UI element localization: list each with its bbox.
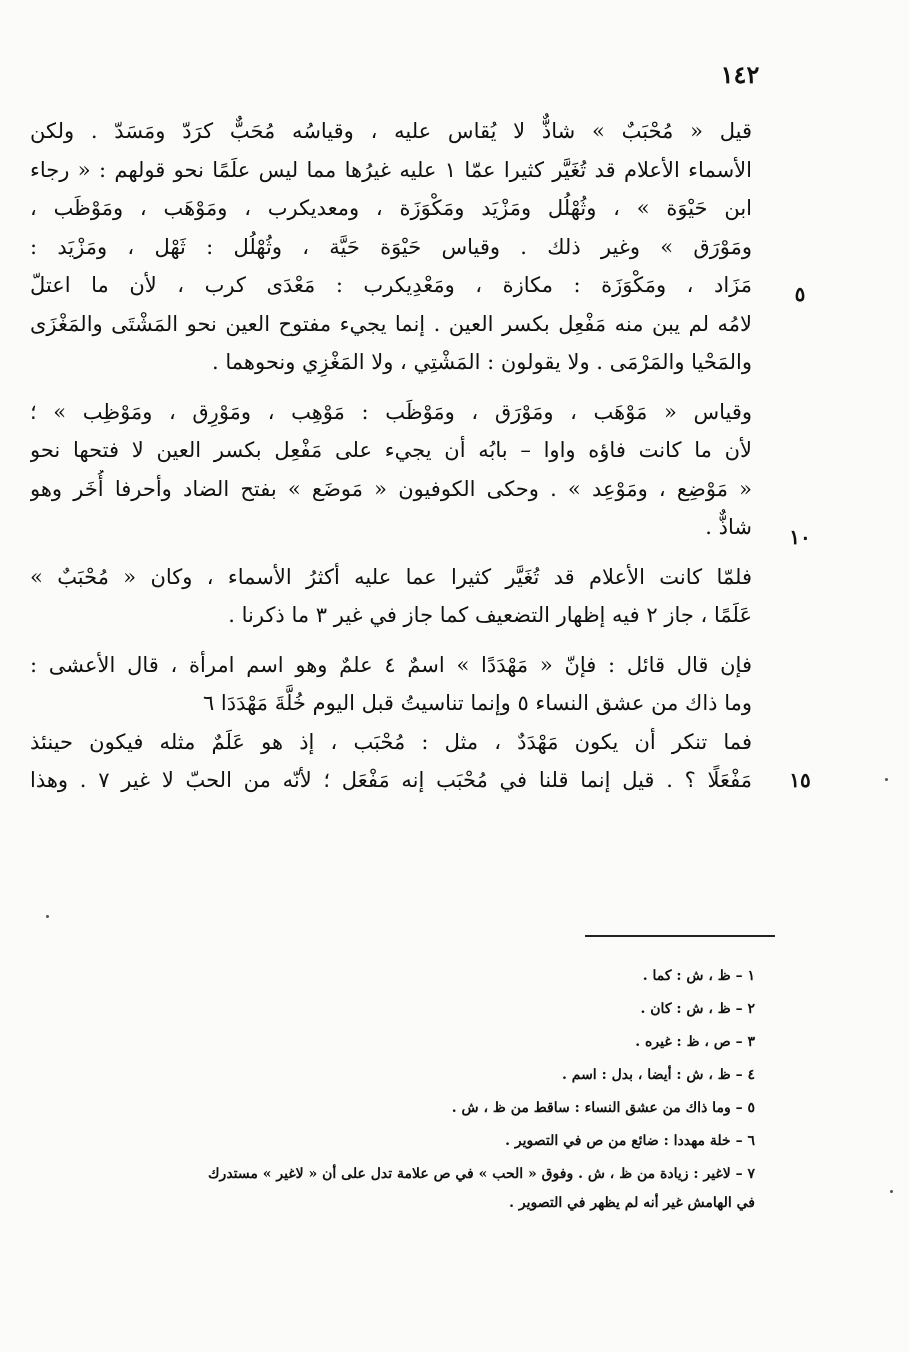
line-number-15: ١٥ xyxy=(789,768,811,792)
main-text xyxy=(30,112,752,800)
footnote: ٦ – خلة مهددا : ضائع من ص في التصوير . xyxy=(505,1133,755,1149)
text-line: عَلَمًا ، جاز ٢ فيه إظهار التضعيف كما جاز في غير ٣ ما ذكرنا . xyxy=(228,603,752,627)
text-line: مَفْعَلًا ؟ . قيل إنما قلنا في مُحْبَب إنه مَفْعَل ؛ لأنّه من الحبّ لا غير ٧ . وهذا xyxy=(30,768,752,792)
line-number-10: ١٠ xyxy=(789,525,811,549)
footnote: ٥ – وما ذاك من عشق النساء : ساقط من ظ ، ش . xyxy=(451,1100,755,1116)
footnote: ٢ – ظ ، ش : كان . xyxy=(640,1001,755,1017)
footnote-continuation: في الهامش غير أنه لم يظهر في التصوير . xyxy=(509,1195,755,1211)
text-line: والمَحْيا والمَرْمَى . ولا يقولون : المَشْتِي ، ولا المَغْزِي ونحوهما . xyxy=(212,350,752,374)
line-number-5: ٥ xyxy=(794,282,806,306)
footnote: ١ – ظ ، ش : كما . xyxy=(642,968,755,984)
text-line: « مَوْضِع ، ومَوْعِد » . وحكى الكوفيون « مَوضَع » بفتح الضاد وأحرفا أُخَر وهو xyxy=(30,476,752,501)
footnotes xyxy=(40,960,755,1219)
scan-speck xyxy=(46,915,49,918)
text-line: مَزَاد ، ومَكْوَزَة : مكازة ، ومَعْدِيكرب : مَعْدَى كرب ، لأن ما اعتلّ xyxy=(30,273,752,297)
text-line: لأن ما كانت فاؤه واوا – بابُه أن يجيء على مَفْعِل بكسر العين لا فتحها نحو xyxy=(30,438,752,462)
text-line: وقياس « مَوْهَب ، ومَوْرَق ، ومَوْظَب : مَوْهِب ، ومَوْرِق ، ومَوْظِب » ؛ xyxy=(30,399,752,424)
scan-speck xyxy=(890,1190,893,1193)
poetry-verse: وما ذاك من عشق النساء ٥ وإنما تناسيتُ قبل اليوم خُلَّةَ مَهْدَدَا ٦ xyxy=(202,691,752,715)
text-line: قيل « مُحْبَبٌ » شاذٌّ لا يُقاس عليه ، وقياسُه مُحَبٌّ كرَدّ ومَسَدّ . ولكن xyxy=(30,119,752,143)
text-line: ابن حَيْوَة » ، وثُهْلُل ومَزْيَد ومَكْوَزَة ، ومعديكرب ، ومَوْهَب ، ومَوْظَب ، xyxy=(30,196,752,220)
text-line: شاذٌّ . xyxy=(705,515,752,539)
page-number: ١٤٢ xyxy=(720,60,760,89)
scan-speck xyxy=(885,778,888,781)
footnote: ٤ – ظ ، ش : أيضا ، بدل : اسم . xyxy=(562,1067,755,1083)
text-line: فإن قال قائل : فإنّ « مَهْدَدًا » اسمٌ ٤ علمٌ وهو اسم امرأة ، قال الأعشى : xyxy=(30,652,752,677)
text-line: فلمّا كانت الأعلام قد تُغَيَّر كثيرا عما عليه أكثرُ الأسماء ، وكان « مُحْبَبٌ » xyxy=(30,564,752,589)
footnote: ٧ – لاغير : زيادة من ظ ، ش . وفوق « الحب » في ص علامة تدل على أن « لاغير » مستدرك xyxy=(208,1166,755,1182)
text-line: لامُه لم يبن منه مَفْعِل بكسر العين . إنما يجيء مفتوح العين نحو المَشْتَى والمَغْزَى xyxy=(30,311,752,336)
footnote-separator xyxy=(585,935,775,937)
footnote: ٣ – ص ، ظ : غيره . xyxy=(635,1034,755,1050)
text-line: ومَوْرَق » وغير ذلك . وقياس حَيْوَة حَيَّة ، وثُهْلُل : ثَهْل ، ومَزْيَد : xyxy=(30,234,752,259)
text-line: الأسماء الأعلام قد تُغَيَّر كثيرا عمّا ١ عليه غيرُها مما ليس علَمًا نحو قولهم : « رجاء xyxy=(30,157,752,182)
text-line: فما تنكر أن يكون مَهْدَدٌ ، مثل : مُحْبَب ، إذ هو عَلَمٌ مثله فيكون حينئذ xyxy=(30,729,752,754)
